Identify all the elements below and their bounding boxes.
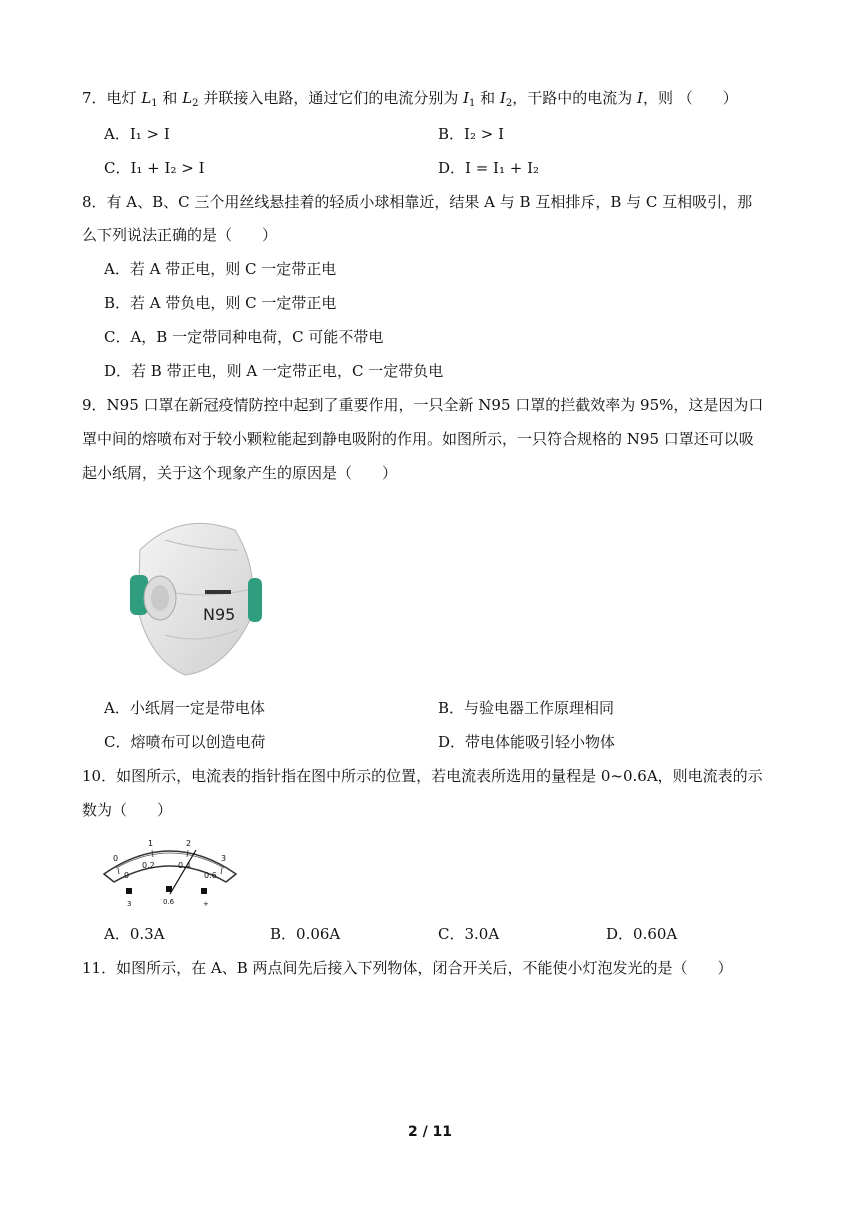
meter-top-label: 2 [186,839,192,848]
q11-stem: 11．如图所示，在 A、B 两点间先后接入下列物体，闭合开关后，不能使小灯泡发光的是（ ） [82,959,733,977]
terminal-label: + [203,900,209,908]
q7-option-b: B．I₂ > I [438,125,504,143]
q10-option-d: D．0.60A [606,925,678,943]
q9-option-c: C．熔喷布可以创造电荷 [104,733,266,751]
q10-option-a: A．0.3A [104,925,165,943]
meter-bottom-label: 0.2 [142,861,155,870]
q10-option-b: B．0.06A [270,925,341,943]
q9-option-a: A．小纸屑一定是带电体 [104,699,265,717]
q9-stem-line3: 起小纸屑，关于这个现象产生的原因是（ ） [82,464,398,482]
terminal-label: 0.6 [163,898,175,906]
q7-option-c: C．I₁ + I₂ > I [104,159,205,177]
meter-bottom-label: 0.6 [204,871,217,880]
q10-stem-line2: 数为（ ） [82,801,173,819]
q8-option-b: B．若 A 带负电，则 C 一定带正电 [104,294,337,312]
q8-option-c: C．A，B 一定带同种电荷，C 可能不带电 [104,328,384,346]
meter-top-label: 0 [113,854,119,863]
q9-stem-line1: 9．N95 口罩在新冠疫情防控中起到了重要作用，一只全新 N95 口罩的拦截效率为 95%，这是因为口 [82,396,764,414]
q8-stem-line1: 8．有 A、B、C 三个用丝线悬挂着的轻质小球相靠近，结果 A 与 B 互相排斥，B 与 C 互相吸引，那 [82,193,753,211]
page-number: 2 / 11 [407,1124,453,1140]
ammeter-dial-image [100,834,240,914]
q8-option-d: D．若 B 带正电，则 A 一定带正电，C 一定带负电 [104,362,444,380]
q10-stem-line1: 10．如图所示，电流表的指针指在图中所示的位置，若电流表所选用的量程是 0~0.6A，则电流表的示 [82,767,763,785]
terminal-label: 3 [127,900,132,908]
q7-option-d: D．I = I₁ + I₂ [438,159,540,177]
q8-option-a: A．若 A 带正电，则 C 一定带正电 [104,260,337,278]
meter-bottom-label: 0.4 [178,861,191,870]
n95-mask-image [110,510,272,680]
q7-stem: 7．电灯 $L_1$ 和 $L_2$ 并联接入电路，通过它们的电流分别为 $I_1$ 和 $I_2$，干路中的电流为 I，则 （ ） [82,89,738,109]
mask-brand-text: N95 [203,605,236,624]
meter-top-label: 1 [148,839,154,848]
meter-top-label: 3 [221,854,227,863]
meter-bottom-label: 0 [124,871,130,880]
q7-option-a: A．I₁ > I [104,125,170,143]
q9-option-b: B．与验电器工作原理相同 [438,699,615,717]
q10-option-c: C．3.0A [438,925,500,943]
q9-option-d: D．带电体能吸引轻小物体 [438,733,616,751]
q8-stem-line2: 么下列说法正确的是（ ） [82,226,278,244]
q9-stem-line2: 罩中间的熔喷布对于较小颗粒能起到静电吸附的作用。如图所示，一只符合规格的 N95 口罩还可以吸 [82,430,754,448]
